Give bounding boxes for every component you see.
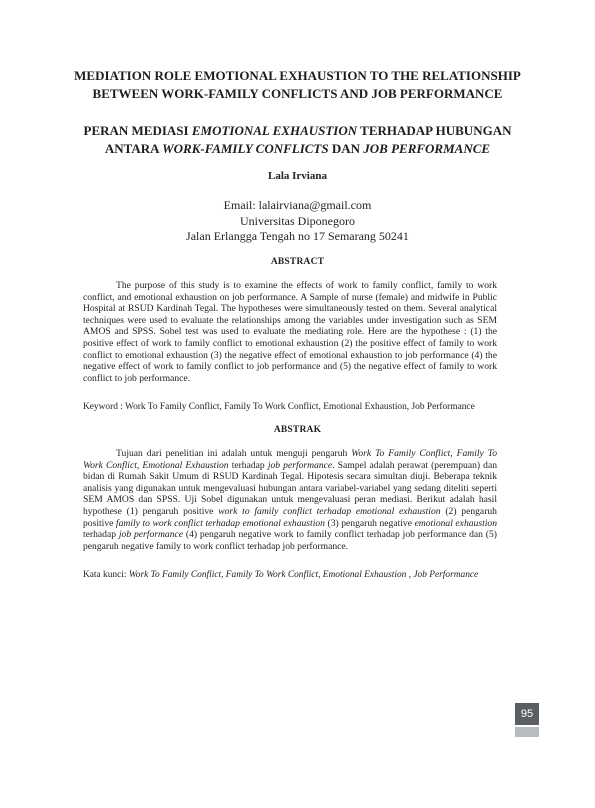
- author-affiliation: Universitas Diponegoro: [240, 213, 355, 228]
- abstrak-text-12: job performance: [118, 529, 184, 541]
- abstrak-text-6: work to family conflict terhadap emotional exhaustion: [218, 505, 441, 517]
- abstrak-text-13: (4) pengaruh negative work to family conflict terhadap job performance dan (5) pengaruh negative family to work conflict terhadap job performance.: [83, 529, 497, 552]
- author-email: Email: lalairviana@gmail.com: [223, 198, 372, 212]
- title-id-l1a: PERAN MEDIASI: [83, 123, 192, 138]
- title-id-l1c: TERHADAP HUBUNGAN: [357, 123, 512, 138]
- abstrak-text-8: family to work conflict terhadap emotional exhaustion: [115, 517, 325, 529]
- title-id-l2a: ANTARA: [104, 140, 163, 156]
- abstrak-keywords-text: Work To Family Conflict, Family To Work Conflict, Emotional Exhaustion , Job Performance: [128, 570, 479, 580]
- title-english-line2: BETWEEN WORK-FAMILY CONFLICTS AND JOB PERFORMANCE: [92, 85, 503, 101]
- abstrak-keywords-label: Kata kunci:: [83, 570, 129, 580]
- page-number: 95: [515, 703, 539, 725]
- abstract-keywords: Keyword : Work To Family Conflict, Family To Work Conflict, Emotional Exhaustion, Job Performance: [83, 402, 475, 412]
- abstrak-text-1: Tujuan dari penelitian ini adalah untuk menguji pengaruh: [116, 448, 352, 459]
- page-number-bar: [515, 727, 539, 737]
- title-id-l2d: JOB PERFORMANCE: [363, 140, 491, 156]
- abstrak-text-10: emotional exhaustion: [414, 517, 497, 529]
- abstrak-text-11: terhadap: [83, 529, 119, 541]
- abstrak-text-5: . Sampel adalah perawat (perempuan) dan bidan di Rumah Sakit Umum di RSUD Kardinah Tegal. Hipotesis secara simultan diuji. Beberapa teknik analisis yang digunakan untuk mengevaluasi hubungan antara variabel-variabel yang sedang diteliti seperti SEM AMOS dan SPSS. Uji Sobel digunakan untuk mengevaluasi peran mediasi. Berikut adalah hasil hypothese (1) pengaruh positive: [83, 459, 498, 517]
- abstract-heading: ABSTRACT: [270, 257, 325, 267]
- abstrak-keywords: [83, 569, 503, 581]
- abstrak-text-7: (2) pengaruh positive: [83, 505, 497, 529]
- title-english: [40, 67, 555, 102]
- abstrak-text-2: Work To Family Conflict, Family To Work Conflict, Emotional Exhaustion: [83, 448, 498, 471]
- title-id-l1b: EMOTIONAL EXHAUSTION: [191, 123, 358, 138]
- title-english-line1: MEDIATION ROLE EMOTIONAL EXHAUSTION TO THE RELATIONSHIP: [74, 68, 521, 83]
- abstrak-body: [83, 448, 497, 552]
- abstrak-heading: ABSTRAK: [273, 425, 322, 435]
- author-address: Jalan Erlangga Tengah no 17 Semarang 50241: [186, 229, 409, 243]
- title-indonesian: [40, 122, 555, 157]
- abstract-body: [83, 280, 497, 384]
- abstrak-text-9: (3) pengaruh negative: [324, 517, 415, 529]
- abstract-text: The purpose of this study is to examine the effects of work to family conflict, family to work conflict, and emotional exhaustion on job performance. A Sample of nurse (female) and midwife in Public Hospital at RSUD Kardinah Tegal. The hypotheses were simultaneously tested on them. Several analytical techniques were used to evaluate the relationships among the variables under investigation such as SEM AMOS and SPSS. Sobel test was used to evaluate the mediating role. Here are the hypothese : (1) the positive effect of work to family conflict to emotional exhaustion (2) the positive effect of family to work conflict to emotional exhaustion (3) the negative effect of emotional exhaustion to job performance (4) the negative effect of work to family conflict to job performance and (5) the negative effect of family to work conflict to job performance.: [83, 280, 497, 384]
- abstrak-text-4: job performance: [267, 459, 333, 471]
- title-id-l2c: DAN: [328, 140, 364, 156]
- author-name: Lala Irviana: [268, 170, 327, 182]
- abstrak-text-3: terhadap: [228, 459, 268, 471]
- title-id-l2b: WORK-FAMILY CONFLICTS: [162, 140, 329, 156]
- author-contact: [0, 198, 595, 245]
